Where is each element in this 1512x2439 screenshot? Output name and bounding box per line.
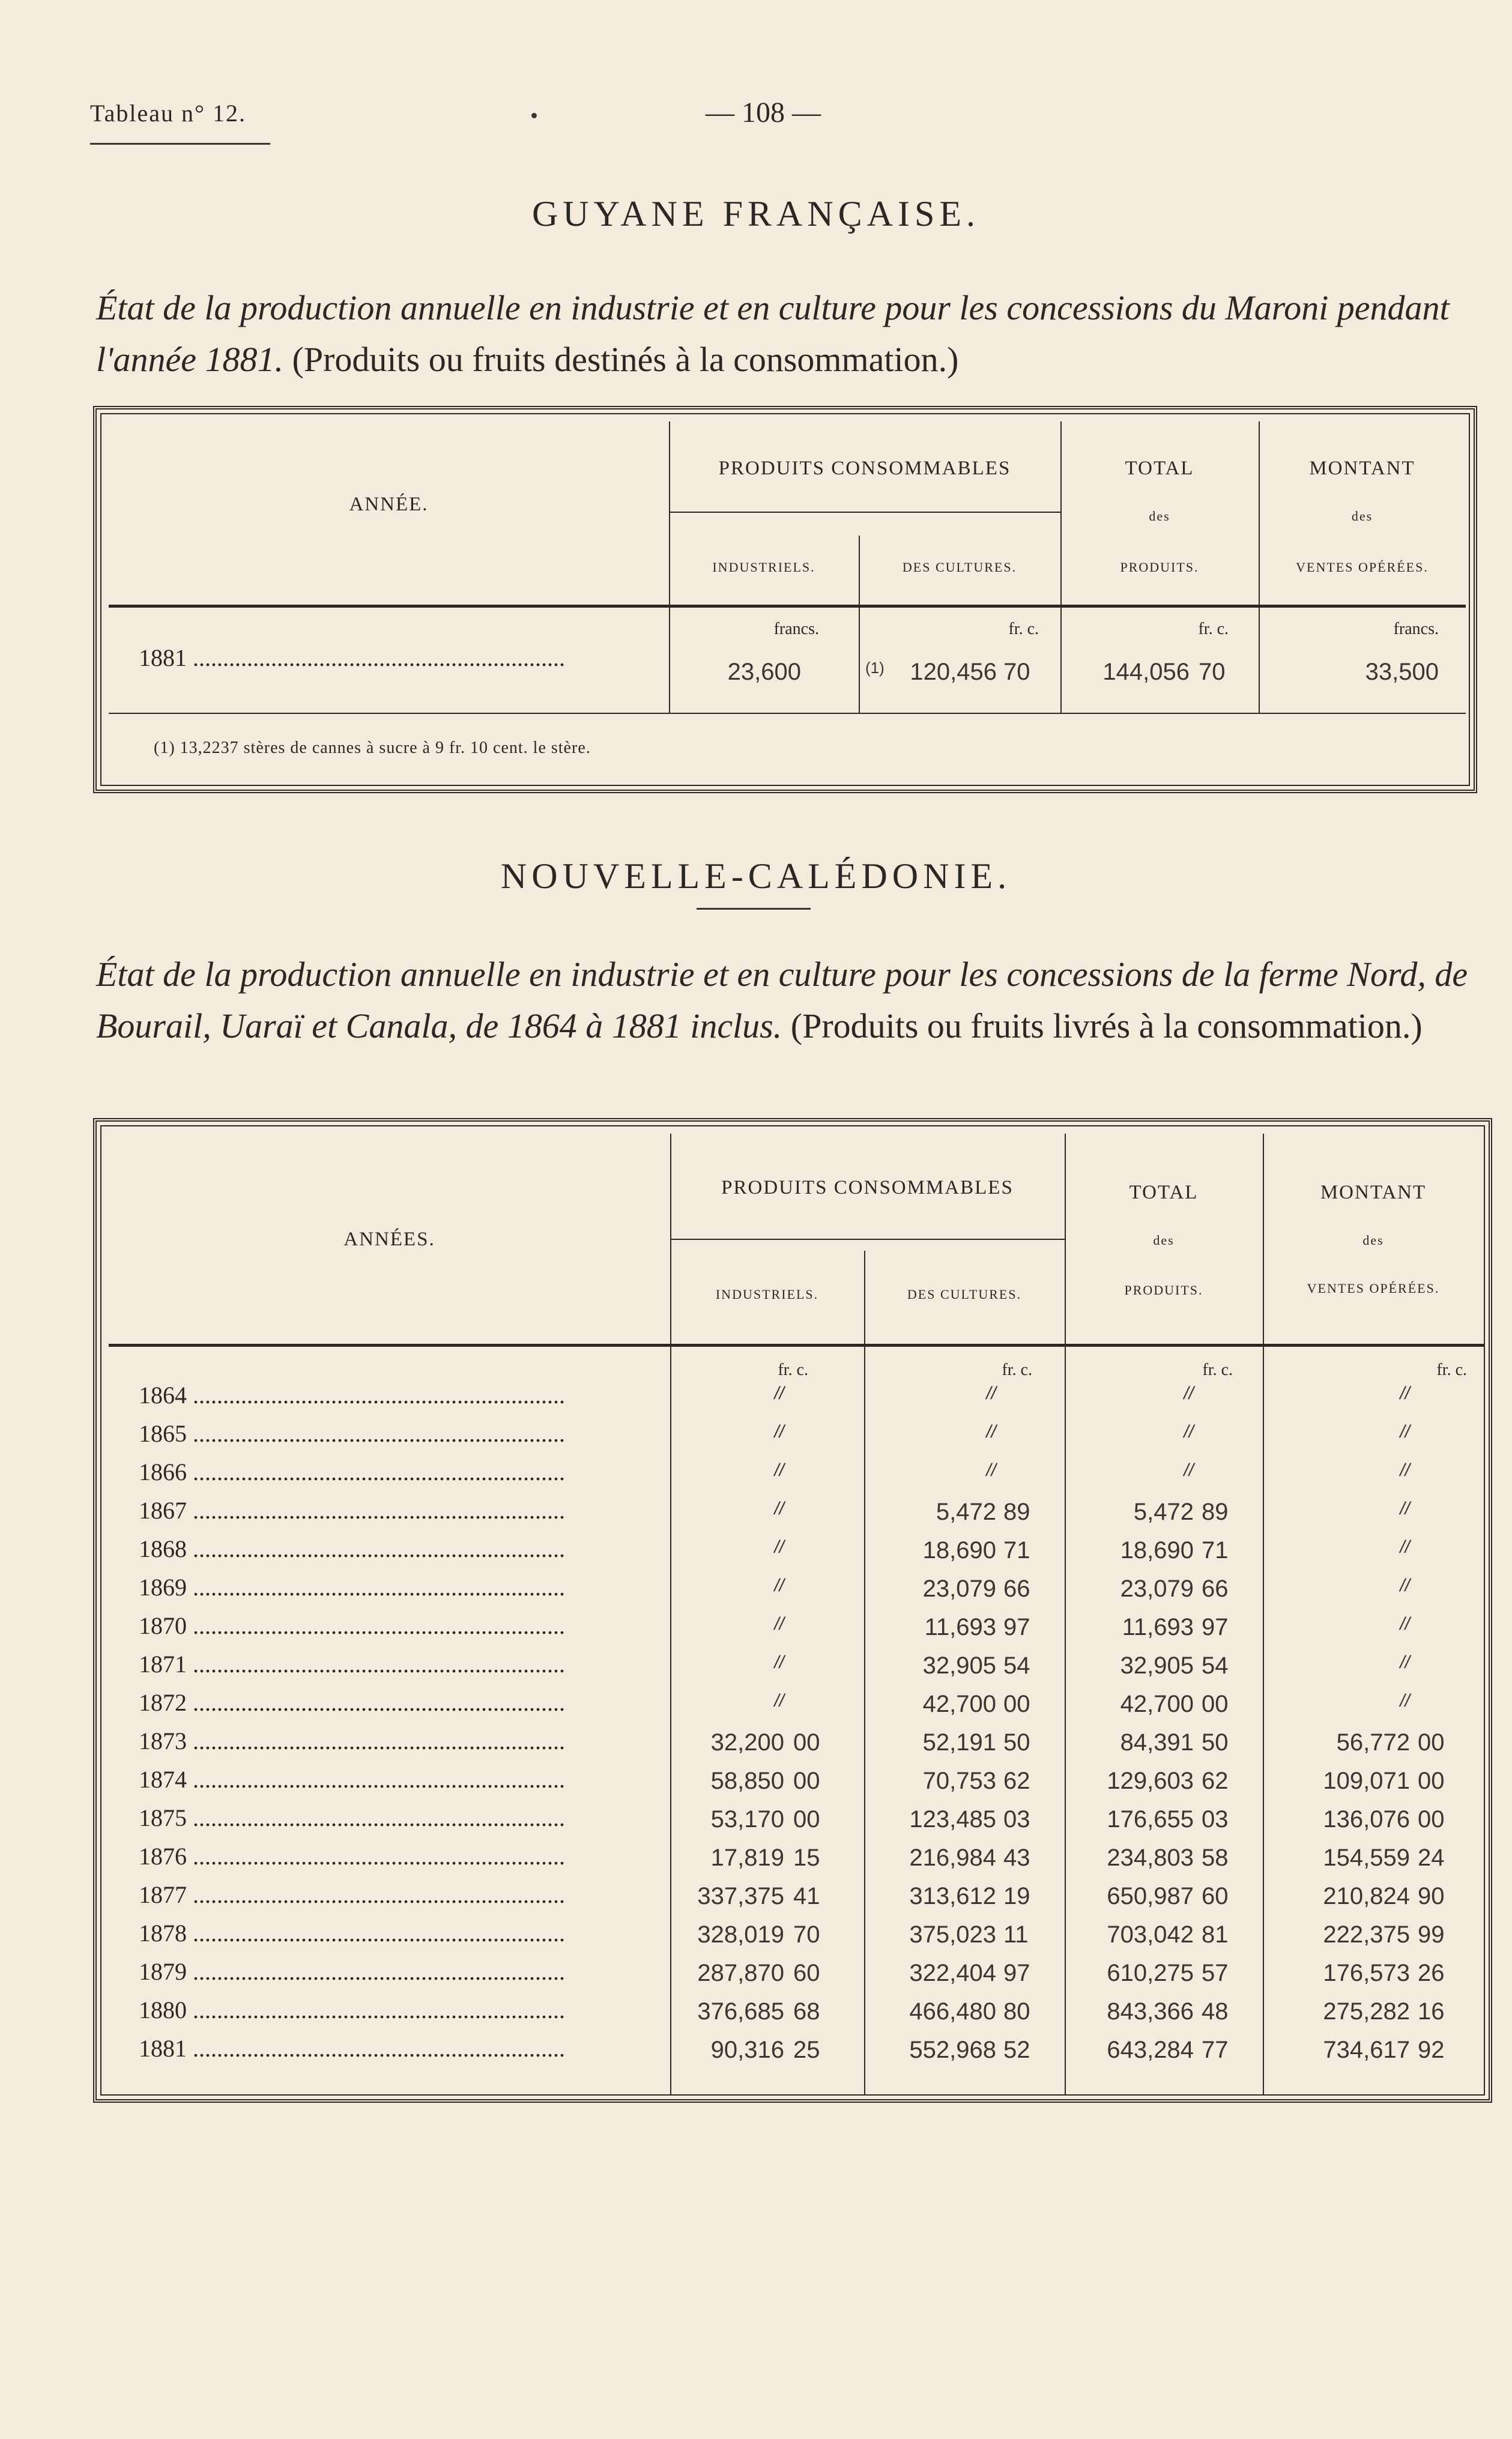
cell-tot-cents: 00 — [1202, 1691, 1229, 1717]
cell-ind-cents: 00 — [793, 1768, 820, 1794]
cell-mon-cents: 90 — [1418, 1883, 1445, 1909]
cell-mon-cents: 16 — [1418, 1998, 1445, 2025]
cell-ind-cents: 00 — [793, 1729, 820, 1756]
cell-cul-cents: 03 — [1003, 1806, 1030, 1833]
table-row — [97, 1996, 1489, 2034]
table-row — [97, 1919, 1489, 1957]
cell-mon: // — [1400, 1614, 1410, 1634]
cell-mon: 154,559 — [1323, 1845, 1410, 1871]
guyane-cultures-c: 70 — [1003, 659, 1030, 685]
table-row — [97, 1727, 1489, 1765]
col-industriels: INDUSTRIELS. — [712, 560, 815, 575]
col-produits: PRODUITS CONSOMMABLES — [718, 458, 1011, 479]
col-montant-ventes: VENTES OPÉRÉES. — [1296, 560, 1429, 575]
col-montant: MONTANT — [1320, 1182, 1427, 1203]
row-year: 1867 .............................................................. — [139, 1497, 565, 1524]
cell-tot: 5,472 — [1133, 1499, 1194, 1525]
unit-montant: francs. — [1393, 620, 1439, 638]
cell-tot-cents: 62 — [1202, 1768, 1229, 1794]
cell-tot: 234,803 — [1107, 1845, 1194, 1871]
cell-ind-cents: 70 — [793, 1921, 820, 1948]
page-number: — 108 — — [706, 97, 821, 128]
cell-ind: 58,850 — [710, 1768, 784, 1794]
cell-tot: 32,905 — [1120, 1652, 1194, 1679]
guyane-title: GUYANE FRANÇAISE. — [531, 194, 981, 234]
cell-cul-cents: 52 — [1003, 2037, 1030, 2063]
cell-ind-cents: 41 — [793, 1883, 820, 1909]
cell-tot: 129,603 — [1107, 1768, 1194, 1794]
col-montant: MONTANT — [1309, 458, 1415, 479]
cell-tot-cents: 57 — [1202, 1960, 1229, 1986]
cell-ind: 287,870 — [697, 1960, 784, 1986]
unit-total: fr. c. — [1198, 620, 1229, 638]
cell-mon-cents: 00 — [1418, 1768, 1445, 1794]
cell-cul: 32,905 — [922, 1652, 996, 1679]
cell-cul: 42,700 — [922, 1691, 996, 1717]
cell-cul-cents: 97 — [1003, 1614, 1030, 1640]
guyane-caption-plain: (Produits ou fruits destinés à la consommation.) — [292, 340, 959, 379]
cell-ind: // — [774, 1652, 784, 1672]
guyane-footnote: (1) 13,2237 stères de cannes à sucre à 9 fr. 10 cent. le stère. — [154, 739, 591, 757]
cell-mon: 56,772 — [1336, 1729, 1410, 1756]
guyane-cultures: 120,456 — [910, 659, 997, 685]
cell-tot: 11,693 — [1122, 1614, 1194, 1640]
cell-cul-cents: 71 — [1003, 1537, 1030, 1564]
row-year: 1872 .............................................................. — [139, 1689, 565, 1716]
cell-mon: // — [1400, 1499, 1410, 1519]
cell-tot: 18,690 — [1120, 1537, 1194, 1564]
col-montant-ventes: VENTES OPÉRÉES. — [1307, 1281, 1440, 1296]
col-industriels: INDUSTRIELS. — [715, 1287, 819, 1302]
table-number-label: Tableau n° 12. — [90, 100, 247, 127]
table-row — [97, 1419, 1489, 1458]
row-year: 1878 .............................................................. — [139, 1920, 565, 1947]
table-row — [97, 1612, 1489, 1650]
cell-ind: // — [774, 1499, 784, 1519]
cell-cul: // — [986, 1383, 996, 1403]
cell-mon-cents: 00 — [1418, 1806, 1445, 1833]
cell-ind: 328,019 — [697, 1921, 784, 1948]
cell-cul-cents: 62 — [1003, 1768, 1030, 1794]
caledonie-table — [93, 1118, 1492, 2103]
row-year: 1865 .............................................................. — [139, 1420, 565, 1447]
header-underline — [90, 143, 270, 145]
cell-cul-cents: 43 — [1003, 1845, 1030, 1871]
cell-tot: 650,987 — [1107, 1883, 1194, 1909]
guyane-row-year: 1881 .............................................................. — [139, 644, 565, 671]
cell-mon-cents: 99 — [1418, 1921, 1445, 1948]
cell-cul: 123,485 — [909, 1806, 996, 1833]
row-year: 1880 .............................................................. — [139, 1996, 565, 2023]
cell-ind: // — [774, 1576, 784, 1595]
cell-tot: 176,655 — [1107, 1806, 1194, 1833]
col-annees: ANNÉES. — [343, 1229, 435, 1250]
col-annee: ANNÉE. — [349, 494, 429, 515]
cell-cul-cents: 66 — [1003, 1576, 1030, 1602]
cell-tot-cents: 60 — [1202, 1883, 1229, 1909]
cell-mon: 734,617 — [1323, 2037, 1410, 2063]
table-row — [97, 1381, 1489, 1419]
cell-ind-cents: 68 — [793, 1998, 820, 2025]
cell-ind: 17,819 — [710, 1845, 784, 1871]
cell-cul: // — [986, 1460, 996, 1480]
cell-cul-cents: 19 — [1003, 1883, 1030, 1909]
cell-tot-cents: 48 — [1202, 1998, 1229, 2025]
col-total: TOTAL — [1129, 1182, 1199, 1203]
caledonie-caption-italic: État de la production annuelle en industrie et en culture pour les concessions de la ferme Nord, de Bourail, Uaraï et Canala, de 1864 à 1881 inclus. — [96, 955, 1468, 1045]
cell-mon: // — [1400, 1422, 1410, 1442]
table-row — [97, 1650, 1489, 1688]
cell-mon-cents: 26 — [1418, 1960, 1445, 1986]
cell-tot: 23,079 — [1120, 1576, 1194, 1602]
cell-tot-cents: 03 — [1202, 1806, 1229, 1833]
table-row — [97, 1842, 1489, 1881]
row-year: 1876 .............................................................. — [139, 1843, 565, 1870]
cell-tot-cents: 77 — [1202, 2037, 1229, 2063]
table-row — [97, 1496, 1489, 1535]
cell-tot-cents: 81 — [1202, 1921, 1229, 1948]
col-cultures: DES CULTURES. — [902, 560, 1017, 575]
cell-mon: // — [1400, 1460, 1410, 1480]
cell-mon: 109,071 — [1323, 1768, 1410, 1794]
cell-cul: 322,404 — [909, 1960, 996, 1986]
cell-cul: 5,472 — [936, 1499, 996, 1525]
col-total: TOTAL — [1125, 458, 1194, 479]
cell-ind: // — [774, 1460, 784, 1480]
col-produits: PRODUITS CONSOMMABLES — [721, 1177, 1014, 1198]
cell-tot: 42,700 — [1120, 1691, 1194, 1717]
cell-mon: 210,824 — [1323, 1883, 1410, 1909]
cell-cul: 18,690 — [922, 1537, 996, 1564]
col-total-produits: PRODUITS. — [1120, 560, 1199, 575]
row-year: 1873 .............................................................. — [139, 1727, 565, 1754]
row-year: 1875 .............................................................. — [139, 1804, 565, 1831]
col-total-produits: PRODUITS. — [1124, 1283, 1203, 1298]
cell-mon: // — [1400, 1691, 1410, 1711]
unit-montant: fr. c. — [1436, 1361, 1467, 1379]
cell-tot-cents: 58 — [1202, 1845, 1229, 1871]
row-year: 1866 .............................................................. — [139, 1458, 565, 1485]
cell-ind-cents: 00 — [793, 1806, 820, 1833]
table-row — [97, 1535, 1489, 1573]
table-row — [97, 1765, 1489, 1804]
row-year: 1879 .............................................................. — [139, 1958, 565, 1985]
cell-tot-cents: 71 — [1202, 1537, 1229, 1564]
table-row — [97, 1957, 1489, 1996]
cell-cul: 313,612 — [909, 1883, 996, 1909]
col-total-des: des — [1149, 509, 1170, 524]
cell-ind: 32,200 — [710, 1729, 784, 1756]
cell-mon: // — [1400, 1576, 1410, 1595]
cell-mon-cents: 92 — [1418, 2037, 1445, 2063]
cell-ind: // — [774, 1537, 784, 1557]
cell-cul-cents: 97 — [1003, 1960, 1030, 1986]
caledonie-title-rule — [697, 908, 811, 910]
cell-mon: // — [1400, 1383, 1410, 1403]
row-year: 1868 .............................................................. — [139, 1535, 565, 1562]
row-year: 1864 .............................................................. — [139, 1382, 565, 1409]
row-year: 1877 .............................................................. — [139, 1881, 565, 1908]
cell-cul: 23,079 — [922, 1576, 996, 1602]
cell-cul-cents: 80 — [1003, 1998, 1030, 2025]
unit-cultures: fr. c. — [1008, 620, 1039, 638]
cell-tot: 843,366 — [1107, 1998, 1194, 2025]
cell-tot: // — [1184, 1422, 1194, 1442]
cell-cul-cents: 54 — [1003, 1652, 1030, 1679]
cell-ind: 337,375 — [697, 1883, 784, 1909]
cell-tot-cents: 89 — [1202, 1499, 1229, 1525]
col-cultures: DES CULTURES. — [907, 1287, 1022, 1302]
cell-mon: 136,076 — [1323, 1806, 1410, 1833]
cell-tot: 610,275 — [1107, 1960, 1194, 1986]
cell-tot: 703,042 — [1107, 1921, 1194, 1948]
cell-ind-cents: 25 — [793, 2037, 820, 2063]
unit-industriels: francs. — [773, 620, 819, 638]
cell-mon: // — [1400, 1537, 1410, 1557]
table-row — [97, 1458, 1489, 1496]
cell-tot: // — [1184, 1460, 1194, 1480]
row-year: 1870 .............................................................. — [139, 1612, 565, 1639]
cell-cul: 11,693 — [924, 1614, 996, 1640]
unit-cultures: fr. c. — [1002, 1361, 1032, 1379]
table-row — [97, 1688, 1489, 1727]
cell-ind: // — [774, 1383, 784, 1403]
cell-ind-cents: 15 — [793, 1845, 820, 1871]
guyane-caption-italic: État de la production annuelle en industrie et en culture pour les concessions du Maroni pendant l'année 1881. — [96, 288, 1450, 379]
table-row — [97, 1881, 1489, 1919]
cell-tot-cents: 66 — [1202, 1576, 1229, 1602]
col-montant-des: des — [1362, 1233, 1384, 1248]
header-dot — [531, 113, 537, 118]
cell-tot-cents: 50 — [1202, 1729, 1229, 1756]
guyane-industriels: 23,600 — [727, 659, 801, 685]
guyane-footnote-mark: (1) — [865, 659, 885, 677]
unit-total: fr. c. — [1202, 1361, 1233, 1379]
guyane-caption — [96, 282, 1495, 385]
cell-tot: // — [1184, 1383, 1194, 1403]
cell-mon-cents: 00 — [1418, 1729, 1445, 1756]
cell-mon: 275,282 — [1323, 1998, 1410, 2025]
cell-cul-cents: 89 — [1003, 1499, 1030, 1525]
table-row — [97, 1573, 1489, 1612]
guyane-total-c: 70 — [1199, 659, 1226, 685]
cell-ind: // — [774, 1614, 784, 1634]
cell-cul: 375,023 — [909, 1921, 996, 1948]
table-row — [97, 1804, 1489, 1842]
cell-cul-cents: 00 — [1003, 1691, 1030, 1717]
cell-cul: 552,968 — [909, 2037, 996, 2063]
cell-cul: 216,984 — [909, 1845, 996, 1871]
row-year: 1871 .............................................................. — [139, 1651, 565, 1678]
unit-industriels: fr. c. — [778, 1361, 808, 1379]
cell-ind: // — [774, 1691, 784, 1711]
cell-cul: 52,191 — [922, 1729, 996, 1756]
cell-mon: 222,375 — [1323, 1921, 1410, 1948]
guyane-table — [93, 406, 1477, 793]
row-year: 1881 .............................................................. — [139, 2035, 565, 2062]
cell-cul: 466,480 — [909, 1998, 996, 2025]
table-row — [97, 2034, 1489, 2073]
col-montant-des: des — [1351, 509, 1373, 524]
guyane-montant: 33,500 — [1365, 659, 1439, 685]
cell-ind: 376,685 — [697, 1998, 784, 2025]
guyane-total: 144,056 — [1102, 659, 1190, 685]
cell-tot-cents: 97 — [1202, 1614, 1229, 1640]
row-year: 1869 .............................................................. — [139, 1574, 565, 1601]
cell-ind: 90,316 — [710, 2037, 784, 2063]
caledonie-caption-plain: (Produits ou fruits livrés à la consommation.) — [790, 1006, 1423, 1045]
cell-mon: // — [1400, 1652, 1410, 1672]
caledonie-caption — [96, 949, 1495, 1052]
cell-tot: 84,391 — [1120, 1729, 1194, 1756]
cell-cul-cents: 50 — [1003, 1729, 1030, 1756]
col-total-des: des — [1153, 1233, 1175, 1248]
cell-cul: 70,753 — [922, 1768, 996, 1794]
row-year: 1874 .............................................................. — [139, 1766, 565, 1793]
cell-mon-cents: 24 — [1418, 1845, 1445, 1871]
cell-mon: 176,573 — [1323, 1960, 1410, 1986]
cell-tot-cents: 54 — [1202, 1652, 1229, 1679]
cell-ind-cents: 60 — [793, 1960, 820, 1986]
cell-tot: 643,284 — [1107, 2037, 1194, 2063]
cell-ind: // — [774, 1422, 784, 1442]
caledonie-title: NOUVELLE-CALÉDONIE. — [500, 856, 1012, 896]
cell-ind: 53,170 — [710, 1806, 784, 1833]
cell-cul: // — [986, 1422, 996, 1442]
cell-cul-cents: 11 — [1003, 1921, 1029, 1948]
